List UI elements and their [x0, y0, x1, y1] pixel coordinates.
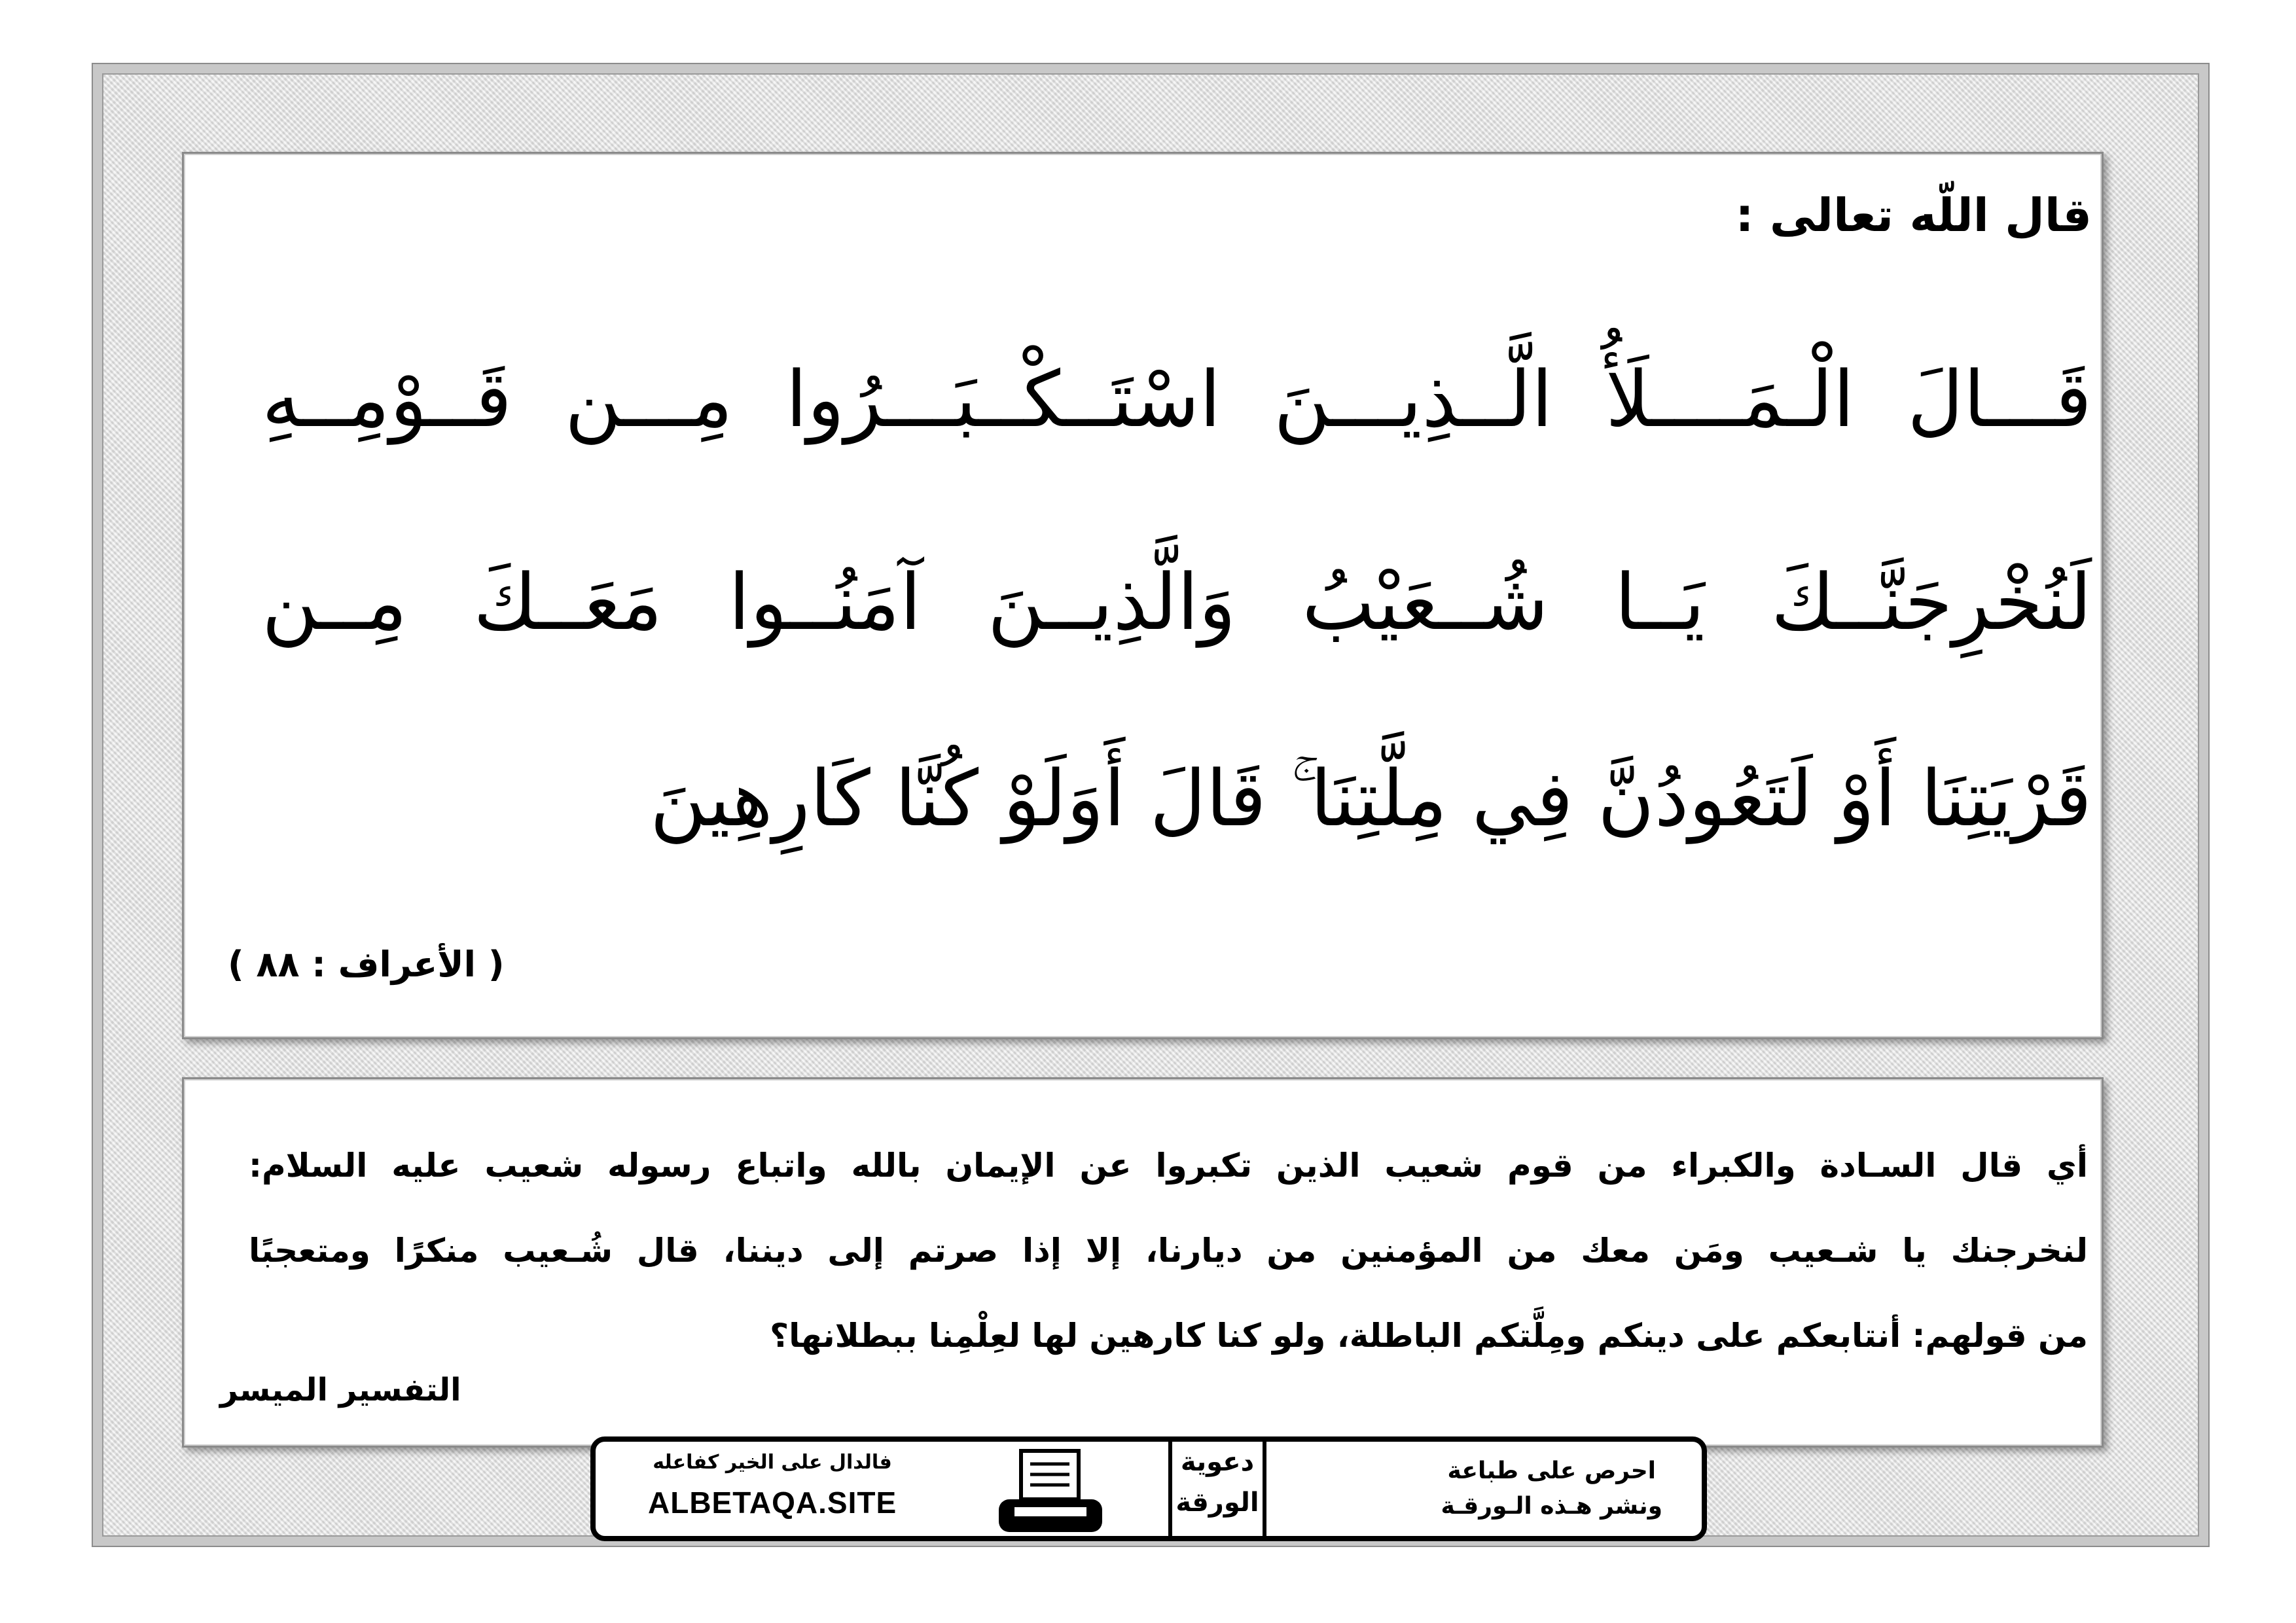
logo	[1168, 1442, 1266, 1536]
printer-icon	[995, 1447, 1106, 1539]
footer-slogan-line-1: احرص على طباعة	[1447, 1457, 1656, 1484]
footer-proverb: فالدال على الخير كفاعله	[653, 1451, 892, 1474]
tafsir-line-1: أي قال السـادة والكبراء من قوم شعيب الذين تكبروا عن الإيمان بالله واتباع رسوله شعيب عليه السلام:	[249, 1147, 2088, 1185]
tafsir-source: التفسير الميسر	[220, 1372, 461, 1408]
footer-slogan	[1441, 1454, 1662, 1524]
footer-slogan-line-2: ونشر هـذه الـورقـة	[1441, 1493, 1662, 1520]
site-link[interactable]: ALBETAQA.SITE	[648, 1486, 897, 1520]
verse-line-3: قَرْيَتِنَا أَوْ لَتَعُودُنَّ فِي مِلَّتِنَا ۚ قَالَ أَوَلَوْ كُنَّا كَارِهِينَ	[650, 753, 2092, 844]
verse-reference: ( الأعراف : ٨٨ )	[228, 944, 505, 985]
tafsir-line-3: من قولهم: أنتابعكم على دينكم ومِلَّتكم الباطلة، ولو كنا كارهين لها لعِلْمِنا ببطلانها؟	[770, 1317, 2088, 1355]
tafsir-line-2: لنخرجنك يا شـعيب ومَن معك من المؤمنين من ديارنا، إلا إذا صرتم إلى ديننا، قال شُـعيب منكرًا ومتعجبًا	[249, 1232, 2088, 1270]
footer-banner	[590, 1436, 1707, 1541]
verse-line-2: لَنُخْرِجَنَّــكَ يَــا شُــعَيْبُ وَالَّذِيــنَ آمَنُــوا مَعَــكَ مِــن	[262, 557, 2092, 647]
logo-line-1: دعوية	[1180, 1447, 1255, 1477]
logo-line-2: الورقة	[1175, 1488, 1259, 1518]
verse-line-1: قَـــالَ الْـمَــــلَأُ الَّــذِيـــنَ اسْتَــكْــبَـــرُوا مِـــن قَــوْمِــهِ	[262, 354, 2092, 444]
page-title: قال اللّه تعالى :	[1735, 188, 2092, 242]
